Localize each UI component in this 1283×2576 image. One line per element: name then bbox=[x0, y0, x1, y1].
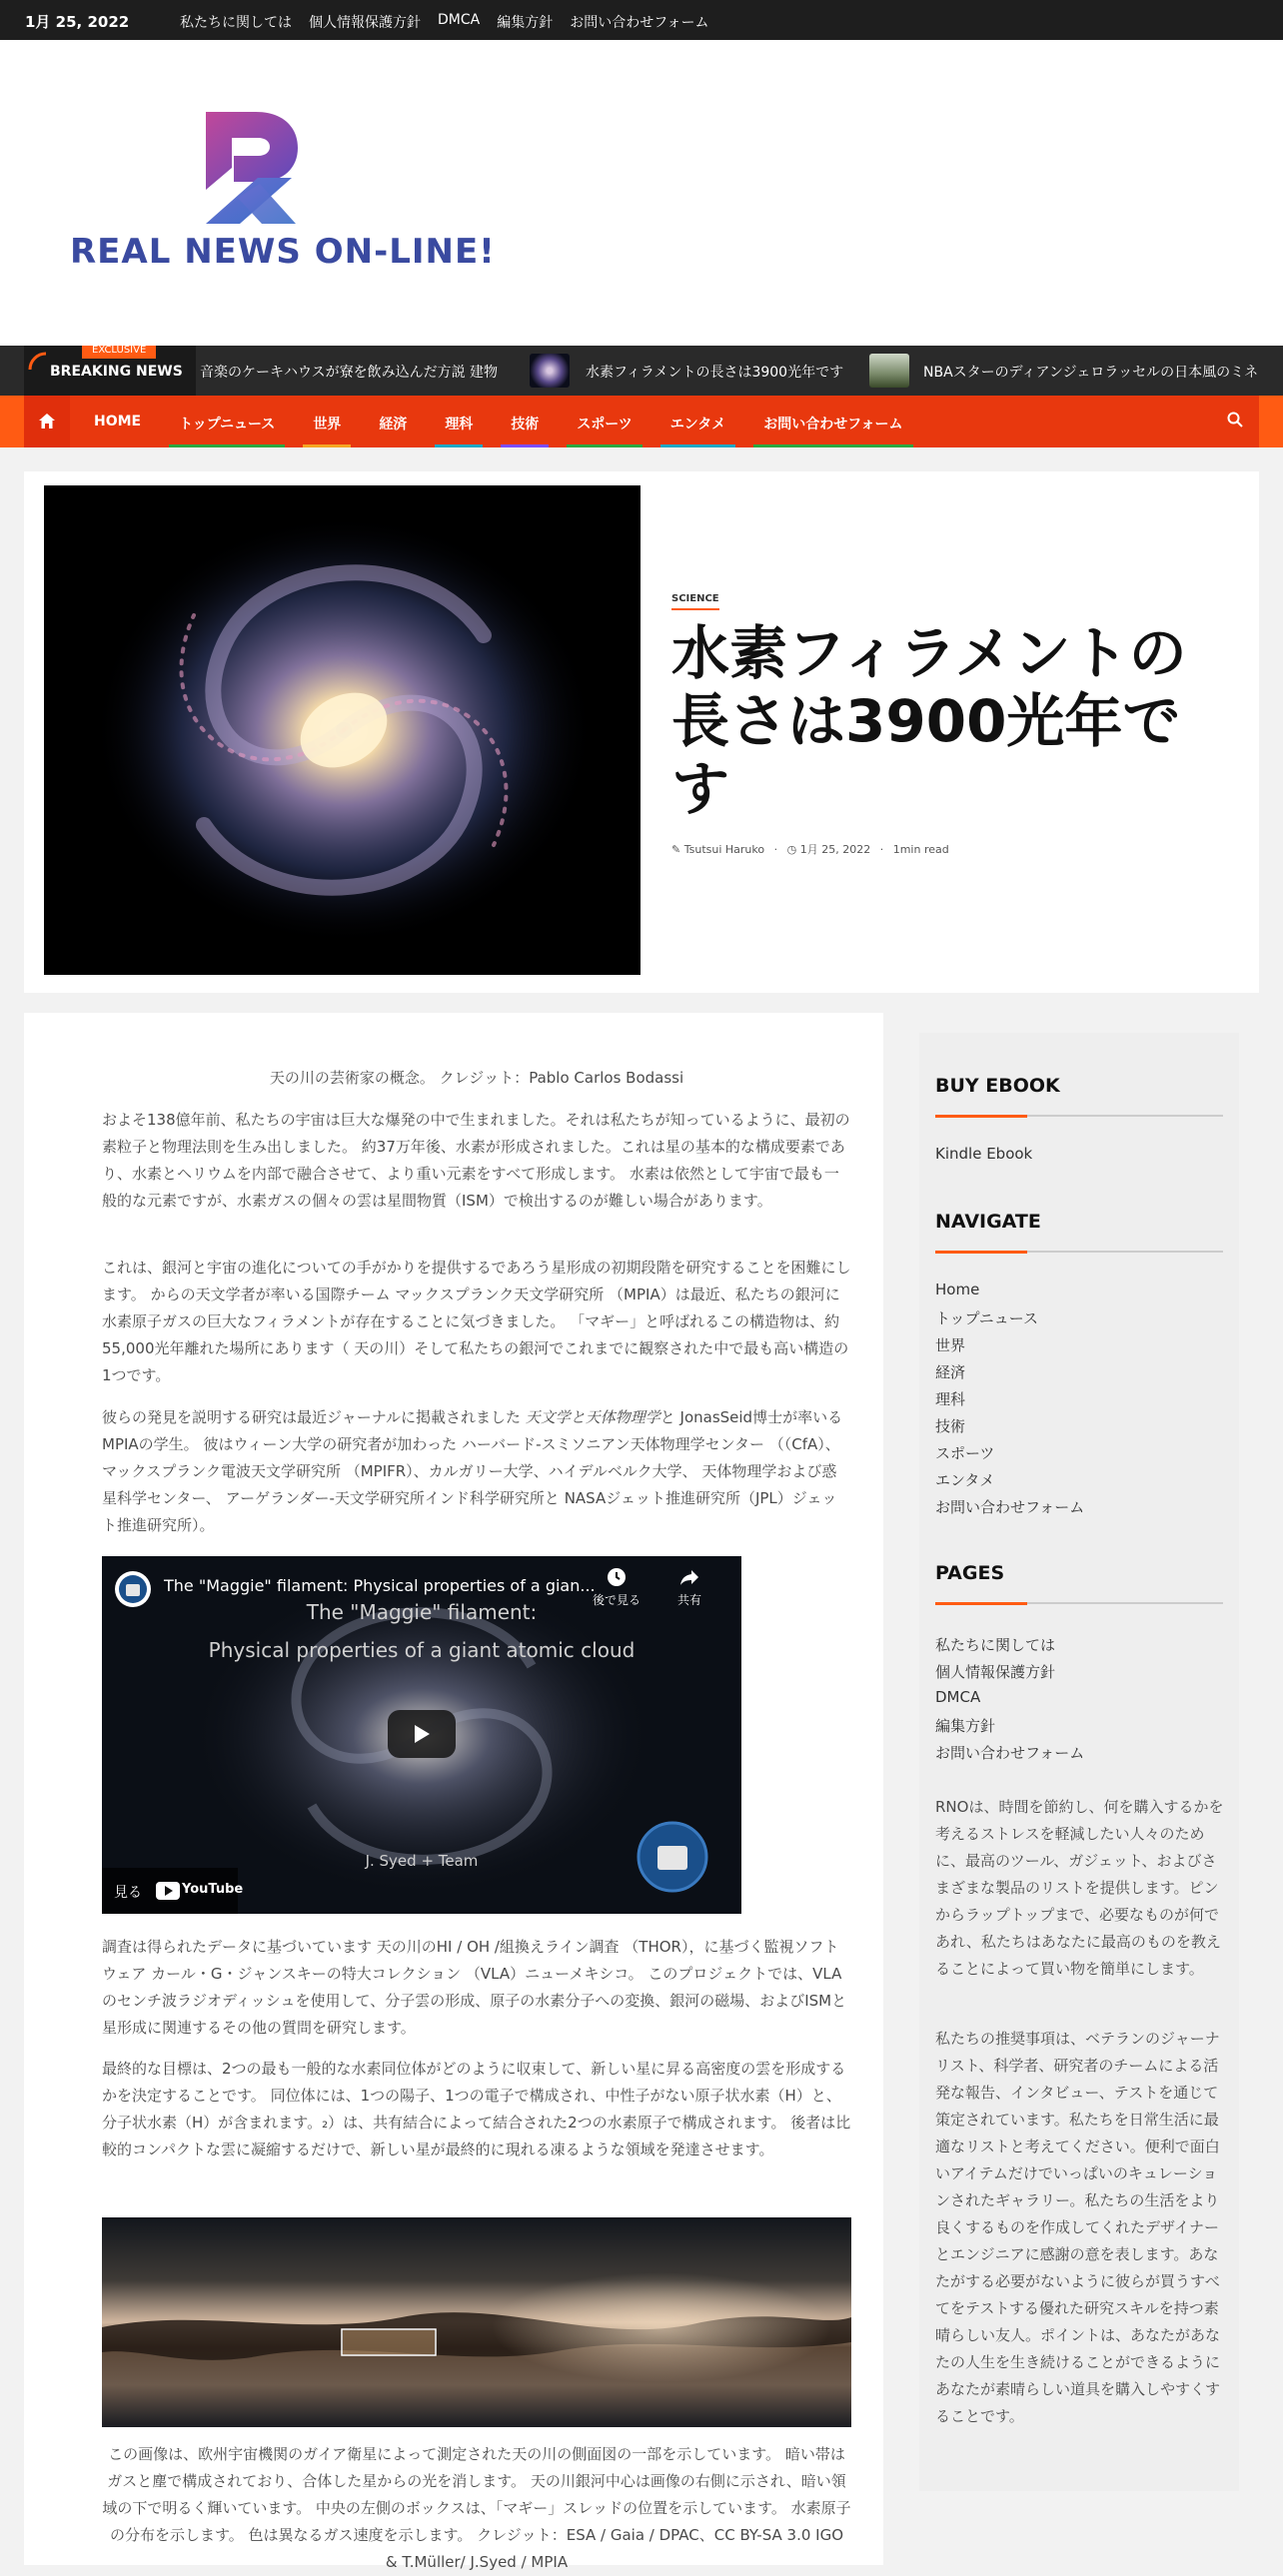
widget-title-rule bbox=[935, 1602, 1223, 1604]
paragraph: 調査は得られたデータに基づいています 天の川のHI / OH /組換えライン調査 （THOR），に基づく監視ソフトウェア カール・G・ジャンスキーの特大コレクション （VLA）ニューメキシコ。 このプロジェクトでは、VLAのセンチ波ラジオディッシュを使用して、分子雲の形成、原子の水素分子への変換、銀河の磁場、およびISMと星形成に関連するその他の質問を研究します。 bbox=[102, 1938, 847, 2037]
youtube-video-embed[interactable] bbox=[102, 1556, 741, 1914]
about-text: 私たちの推奨事項は、ベテランのジャーナリスト、科学者、研究者のチームによる活発な報告、インタビュー、テストを通じて策定されています。私たちを日常生活に最適なリストと考えてください。便利で面白いアイテムだけでいっぱいのキュレーションされたギャラリー。私たちの生活をより良くするものを作成してくれたデザイナーとエンジニアに感謝の意を表します。あなたがする必要がないように彼らが買うすべてをテストする優れた研究スキルを持つ素晴らしい友人。ポイントは、あなたがあなたの人生を生き続けることができるようにあなたが素晴らしい道具を購入しやすくすることです。 bbox=[935, 2030, 1221, 2425]
watch-on-youtube-button[interactable] bbox=[102, 1868, 244, 1914]
paragraph: これは、銀河と宇宙の進化についての手がかりを提供するであろう星形成の初期段階を研究することを困難にします。 からの天文学者が率いる国際チーム マックスプランク天文学研究所 （MPIA）は最近、私たちの銀河に水素原子ガスの巨大なフィラメントが存在することに気づきました。 「マギー」と呼ばれるこの構造物は、約55,000光年離れた場所にあります（ 天の川）そして私たちの銀河でこれまでに観察された中で最も高い構造の1つです。 bbox=[102, 1259, 851, 1384]
ticker-thumbnail[interactable] bbox=[530, 354, 570, 388]
image-caption: この画像は、欧州宇宙機関のガイア衛星によって測定された天の川の側面図の一部を示しています。 暗い帯はガスと塵で構成されており、合体した星からの光を消します。 天の川銀河中心は画像の右側に示され、暗い領域の下で明るく輝いています。 中央の左側のボックスは、「マギー」スレッドの位置を示しています。 水素原子の分布を示します。 色は異なるガス速度を示します。 クレジット：ESA / Gaia / DPAC、CC BY-SA 3.0 IGO & T.Müller/ J.Syed / MPIA bbox=[102, 2445, 851, 2571]
journal-name: 天文学と天体物理学 bbox=[525, 1408, 660, 1426]
ticker-item[interactable]: NBAスターのディアンジェロラッセルの日本風のミネ bbox=[923, 365, 1259, 381]
sidebar-nav-science[interactable]: 理科 bbox=[935, 1390, 966, 1408]
paragraph: 最終的な目標は、2つの最も一般的な水素同位体がどのように収束して、新しい星に昇る高密度の雲を形成するかを決定することです。 同位体には、1つの陽子、1つの電子で構成され、中性子がない原子状水素（H）と、分子状水素（H）が含まれます。₂）は、共有結合によって結合された2つの水素原子で構成されます。 後者は比較的コンパクトな雲に凝縮するだけで、新しい星が最終的に現れる凍るような領域を発達させます。 bbox=[102, 2060, 851, 2158]
widget-title-rule bbox=[935, 1115, 1223, 1117]
widget-title-rule bbox=[935, 1251, 1223, 1253]
main-navigation bbox=[0, 396, 1283, 447]
nav-item-technology[interactable]: 技術 bbox=[511, 396, 539, 447]
play-button[interactable] bbox=[388, 1710, 456, 1758]
ticker-item[interactable]: 音楽のケーキハウスが寮を飲み込んだ方説 建物 bbox=[200, 365, 499, 381]
sidebar-page-about[interactable]: 私たちに関しては bbox=[935, 1636, 1056, 1654]
top-nav-contact[interactable]: お問い合わせフォーム bbox=[570, 15, 709, 31]
sidebar-page-privacy[interactable]: 個人情報保護方針 bbox=[935, 1663, 1056, 1681]
video-credit: J. Syed + Team bbox=[365, 1852, 479, 1870]
sidebar-nav-entertainment[interactable]: エンタメ bbox=[935, 1471, 995, 1489]
featured-post bbox=[24, 471, 1259, 993]
kindle-ebook-link[interactable]: Kindle Ebook bbox=[935, 1145, 1033, 1163]
widget-title-buy-ebook: BUY EBOOK bbox=[935, 1075, 1060, 1097]
featured-image-galaxy[interactable] bbox=[44, 485, 641, 975]
category-tag[interactable]: SCIENCE bbox=[671, 593, 719, 610]
broadcast-icon bbox=[28, 352, 48, 372]
sidebar-nav-sports[interactable]: スポーツ bbox=[935, 1444, 995, 1462]
breaking-news-ticker bbox=[0, 346, 1283, 396]
nav-item-world[interactable]: 世界 bbox=[313, 396, 341, 447]
top-nav-editorial[interactable]: 編集方針 bbox=[497, 15, 554, 31]
post-author[interactable]: Tsutsui Haruko bbox=[683, 843, 765, 856]
top-bar bbox=[0, 0, 1283, 40]
current-date: 1月 25, 2022 bbox=[25, 13, 130, 31]
main-nav-bar bbox=[24, 396, 1259, 447]
top-nav-privacy[interactable]: 個人情報保護方針 bbox=[309, 15, 421, 31]
sidebar-page-contact[interactable]: お問い合わせフォーム bbox=[935, 1744, 1085, 1762]
ticker-thumbnail[interactable] bbox=[869, 354, 909, 388]
nav-item-science[interactable]: 理科 bbox=[445, 396, 473, 447]
nav-item-home[interactable]: HOME bbox=[94, 396, 141, 447]
post-meta bbox=[671, 841, 949, 857]
watch-later-label: 後で見る bbox=[592, 1593, 641, 1607]
site-header bbox=[0, 40, 1283, 346]
video-subheadline: Physical properties of a giant atomic cloud bbox=[208, 1638, 636, 1662]
sidebar-nav-technology[interactable]: 技術 bbox=[935, 1417, 966, 1435]
paragraph: およそ138億年前、私たちの宇宙は巨大な爆発の中で生まれました。それは私たちが知っているように、最初の素粒子と物理法則を生み出しました。 約37万年後、水素が形成されました。これは星の基本的な構成要素であり、水素とヘリウムを内部で融合させて、より重い元素をすべて形成します。 水素は依然として宇宙で最も一般的な元素ですが、水素ガスの個々の雲は星間物質（ISM）で検出するのが難しい場合があります。 bbox=[102, 1111, 850, 1210]
logo-text[interactable]: REAL NEWS ON-LINE! bbox=[70, 232, 496, 272]
watch-on-label: 見る bbox=[114, 1885, 142, 1901]
meta-separator: · bbox=[773, 843, 778, 856]
about-text: RNOは、時間を節約し、何を購入するかを考えるストレスを軽減したい人々のために、最高のツール、ガジェット、およびさまざまな製品のリストを提供します。ピンからラップトップまで、必要なものが何であれ、私たちはあなたに最高のものを教えることによって買い物を簡単にします。 bbox=[935, 1798, 1224, 1978]
sidebar-nav-home[interactable]: Home bbox=[935, 1281, 980, 1298]
main-nav-items bbox=[94, 396, 941, 447]
nav-item-sports[interactable]: スポーツ bbox=[577, 396, 632, 447]
play-icon bbox=[412, 1724, 432, 1744]
video-title[interactable]: The "Maggie" filament: Physical properties of a gian... bbox=[164, 1576, 596, 1595]
top-nav-about[interactable]: 私たちに関しては bbox=[180, 15, 292, 31]
paragraph bbox=[102, 1404, 851, 1539]
meta-separator: · bbox=[879, 843, 884, 856]
ticker-item[interactable]: 水素フィラメントの長さは3900光年です bbox=[586, 365, 844, 381]
exclusive-badge: EXCLUSIVE bbox=[82, 346, 156, 359]
sidebar-nav-top-news[interactable]: トップニュース bbox=[935, 1309, 1039, 1327]
nav-item-top-news[interactable]: トップニュース bbox=[179, 396, 275, 447]
clock-icon: ◷ bbox=[786, 843, 800, 856]
nav-item-entertainment[interactable]: エンタメ bbox=[670, 396, 725, 447]
clock-icon bbox=[606, 1566, 628, 1588]
nav-item-economy[interactable]: 経済 bbox=[379, 396, 407, 447]
home-button[interactable] bbox=[24, 396, 70, 447]
top-nav-dmca[interactable]: DMCA bbox=[438, 12, 481, 28]
video-headline: The "Maggie" filament: bbox=[306, 1600, 538, 1624]
home-icon bbox=[38, 413, 56, 429]
image-caption: 天の川の芸術家の概念。 クレジット：Pablo Carlos Bodassi bbox=[269, 1069, 684, 1087]
post-date: 1月 25, 2022 bbox=[799, 843, 871, 856]
paragraph-text: と JonasSeid博士が率いる MPIAの学生。 彼はウィーン大学の研究者が加わった ハーバード-スミソニアン天体物理学センター （（CfA）、 マックスプランク電波天文学研究所 （MPIFR）、カルガリー大学、ハイデルベルク大学、 天体物理学および惑星科学センター、 アーゲランダー-天文学研究所インド科学研究所と NASAジェット推進研究所（JPL）ジェット推進研究所）。 bbox=[102, 1408, 843, 1534]
sidebar-page-editorial[interactable]: 編集方針 bbox=[935, 1717, 996, 1735]
share-icon bbox=[678, 1566, 700, 1588]
sidebar-nav-economy[interactable]: 経済 bbox=[935, 1363, 966, 1381]
sidebar bbox=[919, 1033, 1239, 2491]
sidebar-page-dmca[interactable]: DMCA bbox=[935, 1688, 981, 1706]
widget-title-pages: PAGES bbox=[935, 1562, 1005, 1584]
read-time: 1min read bbox=[892, 843, 949, 856]
edit-icon: ✎ bbox=[671, 843, 684, 856]
widget-title-navigate: NAVIGATE bbox=[935, 1211, 1041, 1233]
post-title[interactable]: 水素フィラメントの長さは3900光年です bbox=[671, 619, 1187, 823]
youtube-logo-icon bbox=[156, 1882, 180, 1900]
milky-way-panorama-image[interactable] bbox=[102, 2217, 851, 2427]
breaking-news-text: BREAKING NEWS bbox=[50, 364, 183, 380]
sidebar-nav-world[interactable]: 世界 bbox=[935, 1336, 966, 1354]
nav-item-contact[interactable]: お問い合わせフォーム bbox=[763, 396, 902, 447]
share-label: 共有 bbox=[676, 1593, 701, 1607]
youtube-wordmark: YouTube bbox=[182, 1882, 244, 1897]
logo-r-icon[interactable] bbox=[200, 108, 300, 224]
search-icon[interactable] bbox=[1227, 412, 1243, 428]
top-nav bbox=[180, 12, 709, 32]
sidebar-nav-contact[interactable]: お問い合わせフォーム bbox=[935, 1498, 1085, 1516]
paragraph-text: 彼らの発見を説明する研究は最近ジャーナルに掲載されました bbox=[102, 1408, 526, 1426]
article-body bbox=[24, 1013, 883, 2571]
